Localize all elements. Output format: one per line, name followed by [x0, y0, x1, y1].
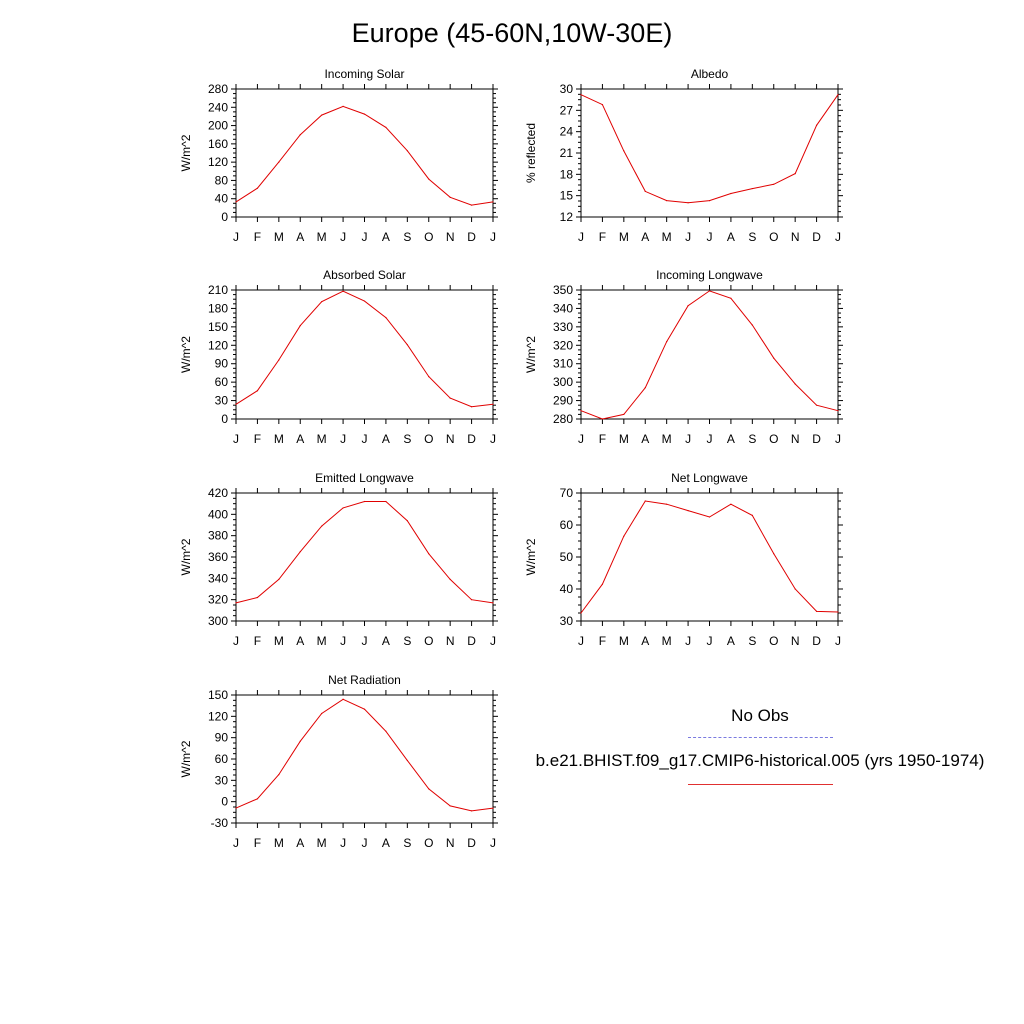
data-point [580, 612, 581, 613]
data-point [450, 197, 451, 198]
data-point [471, 810, 472, 811]
data-point [730, 193, 731, 194]
x-tick-label: D [467, 432, 476, 446]
data-point [428, 553, 429, 554]
x-tick-label: J [490, 836, 496, 850]
x-tick-label: A [726, 230, 735, 244]
data-point [730, 298, 731, 299]
chart-panel-0 [179, 67, 498, 244]
data-point [687, 510, 688, 511]
x-tick-label: J [233, 634, 239, 648]
series-line [581, 501, 838, 613]
data-point [364, 300, 365, 301]
panel-title: Emitted Longwave [315, 471, 414, 485]
x-tick-label: J [361, 230, 368, 244]
x-tick-label: J [835, 230, 841, 244]
data-point [257, 597, 258, 598]
y-tick-label: 400 [207, 507, 228, 522]
y-axis-label: W/m^2 [179, 134, 193, 172]
data-point [471, 406, 472, 407]
y-tick-label: 30 [559, 614, 573, 628]
x-tick-label: D [467, 230, 476, 244]
x-tick-label: N [445, 230, 455, 244]
x-tick-label: J [706, 230, 713, 244]
series-line [581, 291, 838, 419]
x-tick-label: O [769, 432, 779, 446]
x-tick-label: J [361, 634, 368, 648]
x-tick-label: S [403, 432, 412, 446]
data-point [709, 290, 710, 291]
data-point [492, 404, 493, 405]
y-tick-label: 120 [207, 155, 228, 170]
data-point [300, 741, 301, 742]
x-tick-label: J [685, 432, 692, 446]
x-tick-label: J [340, 432, 347, 446]
y-tick-label: 30 [559, 82, 573, 96]
data-point [492, 807, 493, 808]
data-point [407, 150, 408, 151]
data-point [837, 611, 838, 612]
data-point [300, 551, 301, 552]
data-point [278, 359, 279, 360]
y-tick-label: 60 [214, 752, 228, 766]
y-tick-label: 340 [207, 571, 228, 586]
x-tick-label: D [467, 634, 476, 648]
y-tick-label: 30 [214, 773, 228, 788]
x-tick-label: J [685, 634, 692, 648]
data-point [385, 317, 386, 318]
y-tick-label: 320 [207, 592, 228, 607]
x-tick-label: O [424, 230, 434, 244]
data-point [816, 611, 817, 612]
data-point [709, 200, 710, 201]
page-title: Europe (45-60N,10W-30E) [351, 18, 673, 48]
x-tick-label: J [578, 432, 584, 446]
data-point [687, 305, 688, 306]
y-tick-label: -30 [210, 816, 228, 830]
data-point [235, 404, 236, 405]
plot-frame [581, 493, 838, 621]
x-tick-label: S [748, 634, 757, 648]
data-point [235, 201, 236, 202]
x-tick-label: A [296, 432, 305, 446]
data-point [795, 588, 796, 589]
x-tick-label: N [790, 230, 800, 244]
x-tick-label: J [835, 432, 841, 446]
x-tick-label: A [641, 634, 650, 648]
data-point [837, 94, 838, 95]
plot-frame [581, 290, 838, 419]
data-point [666, 504, 667, 505]
data-point [471, 205, 472, 206]
x-tick-label: F [253, 432, 262, 446]
y-tick-label: 40 [559, 582, 573, 596]
legend-model-label: b.e21.BHIST.f09_g17.CMIP6-historical.005 (yrs 1950-1974) [535, 751, 985, 770]
x-tick-label: A [381, 836, 390, 850]
y-tick-label: 27 [559, 103, 573, 118]
panel-title: Net Radiation [328, 673, 401, 687]
data-point [300, 134, 301, 135]
x-tick-label: A [296, 634, 305, 648]
x-tick-label: D [812, 634, 821, 648]
x-tick-label: J [490, 634, 496, 648]
data-point [407, 760, 408, 761]
x-tick-label: J [361, 432, 368, 446]
x-tick-label: J [835, 634, 841, 648]
x-tick-label: A [381, 634, 390, 648]
data-point [321, 713, 322, 714]
data-point [645, 387, 646, 388]
data-point [385, 127, 386, 128]
data-point [364, 114, 365, 115]
data-point [450, 579, 451, 580]
data-point [773, 184, 774, 185]
x-tick-label: S [748, 432, 757, 446]
y-tick-label: 350 [552, 283, 573, 297]
y-tick-label: 12 [559, 210, 573, 224]
series-line [236, 699, 493, 811]
y-tick-label: 60 [214, 375, 228, 390]
x-tick-label: J [706, 432, 713, 446]
x-tick-label: F [253, 836, 262, 850]
y-tick-label: 320 [552, 338, 573, 353]
x-tick-label: D [467, 836, 476, 850]
y-tick-label: 150 [207, 688, 228, 702]
y-tick-label: 180 [207, 301, 228, 316]
data-point [816, 125, 817, 126]
data-point [666, 200, 667, 201]
x-tick-label: N [445, 432, 455, 446]
x-tick-label: D [812, 230, 821, 244]
y-axis-label: % reflected [524, 122, 538, 184]
y-tick-label: 30 [214, 393, 228, 408]
x-tick-label: J [685, 230, 692, 244]
data-point [407, 344, 408, 345]
data-point [837, 410, 838, 411]
panel-title: Absorbed Solar [323, 268, 406, 282]
x-tick-label: M [273, 432, 284, 446]
y-tick-label: 90 [214, 356, 228, 371]
data-point [342, 507, 343, 508]
y-axis-label: W/m^2 [179, 740, 193, 778]
y-tick-label: 310 [552, 356, 573, 371]
x-tick-label: N [790, 634, 800, 648]
y-axis-label: W/m^2 [179, 336, 193, 373]
plot-frame [236, 493, 493, 621]
y-tick-label: 60 [559, 518, 573, 532]
data-point [816, 405, 817, 406]
data-point [321, 525, 322, 526]
y-tick-label: 120 [207, 709, 228, 724]
x-tick-label: S [403, 230, 412, 244]
x-tick-label: S [403, 836, 412, 850]
y-tick-label: 300 [552, 375, 573, 390]
x-tick-label: D [812, 432, 821, 446]
data-point [342, 106, 343, 107]
series-line [236, 106, 493, 205]
data-point [428, 788, 429, 789]
data-point [752, 515, 753, 516]
data-point [257, 390, 258, 391]
data-point [645, 191, 646, 192]
series-line [581, 95, 838, 203]
y-tick-label: 120 [207, 338, 228, 353]
series-line [236, 291, 493, 407]
x-tick-label: A [726, 432, 735, 446]
x-tick-label: J [578, 230, 584, 244]
x-tick-label: M [618, 634, 629, 648]
y-tick-label: 300 [207, 614, 228, 628]
x-tick-label: M [316, 836, 327, 850]
x-tick-label: J [340, 836, 347, 850]
data-point [623, 150, 624, 151]
x-tick-label: J [361, 836, 368, 850]
data-point [278, 162, 279, 163]
data-point [602, 418, 603, 419]
x-tick-label: F [598, 432, 607, 446]
y-tick-label: 290 [552, 393, 573, 408]
x-tick-label: M [316, 432, 327, 446]
data-point [364, 709, 365, 710]
data-point [257, 188, 258, 189]
data-point [709, 516, 710, 517]
y-tick-label: 70 [559, 486, 573, 500]
data-point [321, 114, 322, 115]
legend-model-line [688, 784, 833, 785]
x-tick-label: J [340, 230, 347, 244]
data-point [450, 805, 451, 806]
x-tick-label: A [381, 432, 390, 446]
y-tick-label: 150 [207, 319, 228, 334]
data-point [687, 202, 688, 203]
y-axis-label: W/m^2 [179, 538, 193, 576]
y-tick-label: 0 [221, 412, 228, 426]
x-tick-label: A [296, 836, 305, 850]
x-tick-label: O [769, 634, 779, 648]
x-tick-label: F [253, 230, 262, 244]
data-point [795, 383, 796, 384]
y-tick-label: 160 [207, 136, 228, 151]
x-tick-label: N [790, 432, 800, 446]
data-point [235, 807, 236, 808]
y-tick-label: 330 [552, 319, 573, 334]
x-tick-label: M [273, 230, 284, 244]
data-point [492, 602, 493, 603]
x-tick-label: M [316, 634, 327, 648]
data-point [623, 536, 624, 537]
y-tick-label: 15 [559, 188, 573, 203]
data-point [580, 94, 581, 95]
data-point [321, 301, 322, 302]
x-tick-label: M [316, 230, 327, 244]
data-point [278, 579, 279, 580]
x-tick-label: N [445, 634, 455, 648]
x-tick-label: J [490, 230, 496, 244]
data-point [752, 188, 753, 189]
y-tick-label: 340 [552, 301, 573, 316]
x-tick-label: O [424, 634, 434, 648]
x-tick-label: J [233, 230, 239, 244]
x-tick-label: J [233, 836, 239, 850]
chart-panel-3 [524, 268, 843, 446]
y-tick-label: 80 [214, 173, 228, 188]
data-point [278, 774, 279, 775]
data-point [492, 201, 493, 202]
x-tick-label: M [661, 634, 672, 648]
x-tick-label: A [641, 230, 650, 244]
x-tick-label: A [296, 230, 305, 244]
y-tick-label: 210 [207, 283, 228, 297]
x-tick-label: M [273, 634, 284, 648]
panel-title: Net Longwave [671, 471, 748, 485]
y-tick-label: 18 [559, 167, 573, 182]
panel-title: Incoming Longwave [656, 268, 763, 282]
x-tick-label: F [598, 230, 607, 244]
x-tick-label: M [273, 836, 284, 850]
y-tick-label: 240 [207, 100, 228, 115]
y-tick-label: 200 [207, 118, 228, 133]
legend-obs-label: No Obs [731, 706, 789, 725]
x-tick-label: F [253, 634, 262, 648]
data-point [342, 291, 343, 292]
plot-frame [581, 89, 838, 217]
x-tick-label: J [490, 432, 496, 446]
y-axis-label: W/m^2 [524, 538, 538, 576]
y-tick-label: 360 [207, 550, 228, 564]
y-tick-label: 280 [207, 82, 228, 96]
y-tick-label: 24 [559, 124, 573, 139]
x-tick-label: A [726, 634, 735, 648]
y-tick-label: 90 [214, 730, 228, 745]
series-line [236, 502, 493, 603]
y-tick-label: 21 [559, 146, 573, 160]
y-tick-label: 0 [221, 210, 228, 224]
chart-panel-2 [179, 268, 498, 446]
data-point [342, 699, 343, 700]
plot-frame [236, 695, 493, 823]
data-point [645, 500, 646, 501]
panel-title: Incoming Solar [324, 67, 405, 81]
data-point [257, 798, 258, 799]
data-point [428, 178, 429, 179]
data-point [385, 731, 386, 732]
y-tick-label: 420 [207, 486, 228, 500]
y-tick-label: 50 [559, 550, 573, 564]
x-tick-label: J [340, 634, 347, 648]
x-tick-label: S [748, 230, 757, 244]
y-tick-label: 380 [207, 528, 228, 543]
x-tick-label: A [381, 230, 390, 244]
x-tick-label: F [598, 634, 607, 648]
data-point [450, 398, 451, 399]
chart-panel-5 [524, 471, 843, 648]
y-tick-label: 280 [552, 412, 573, 426]
chart-panel-4 [179, 471, 498, 648]
data-point [602, 104, 603, 105]
x-tick-label: O [424, 432, 434, 446]
data-point [752, 324, 753, 325]
data-point [385, 501, 386, 502]
data-point [623, 414, 624, 415]
data-point [773, 358, 774, 359]
data-point [407, 520, 408, 521]
x-tick-label: M [618, 230, 629, 244]
x-tick-label: S [403, 634, 412, 648]
data-point [602, 584, 603, 585]
x-tick-label: M [661, 230, 672, 244]
data-point [364, 501, 365, 502]
x-tick-label: M [661, 432, 672, 446]
data-point [773, 553, 774, 554]
data-point [300, 325, 301, 326]
plot-frame [236, 89, 493, 217]
data-point [471, 599, 472, 600]
chart-panel-6 [179, 673, 498, 850]
chart-panel-1 [524, 67, 843, 244]
x-tick-label: O [769, 230, 779, 244]
y-tick-label: 0 [221, 794, 228, 809]
y-tick-label: 40 [214, 191, 228, 206]
data-point [795, 173, 796, 174]
x-tick-label: M [618, 432, 629, 446]
x-tick-label: O [424, 836, 434, 850]
legend-obs-line [688, 737, 833, 738]
x-tick-label: N [445, 836, 455, 850]
data-point [666, 341, 667, 342]
y-axis-label: W/m^2 [524, 336, 538, 373]
x-tick-label: J [706, 634, 713, 648]
data-point [730, 504, 731, 505]
data-point [428, 376, 429, 377]
x-tick-label: J [578, 634, 584, 648]
data-point [580, 410, 581, 411]
x-tick-label: J [233, 432, 239, 446]
x-tick-label: A [641, 432, 650, 446]
data-point [235, 602, 236, 603]
panel-title: Albedo [690, 67, 729, 81]
